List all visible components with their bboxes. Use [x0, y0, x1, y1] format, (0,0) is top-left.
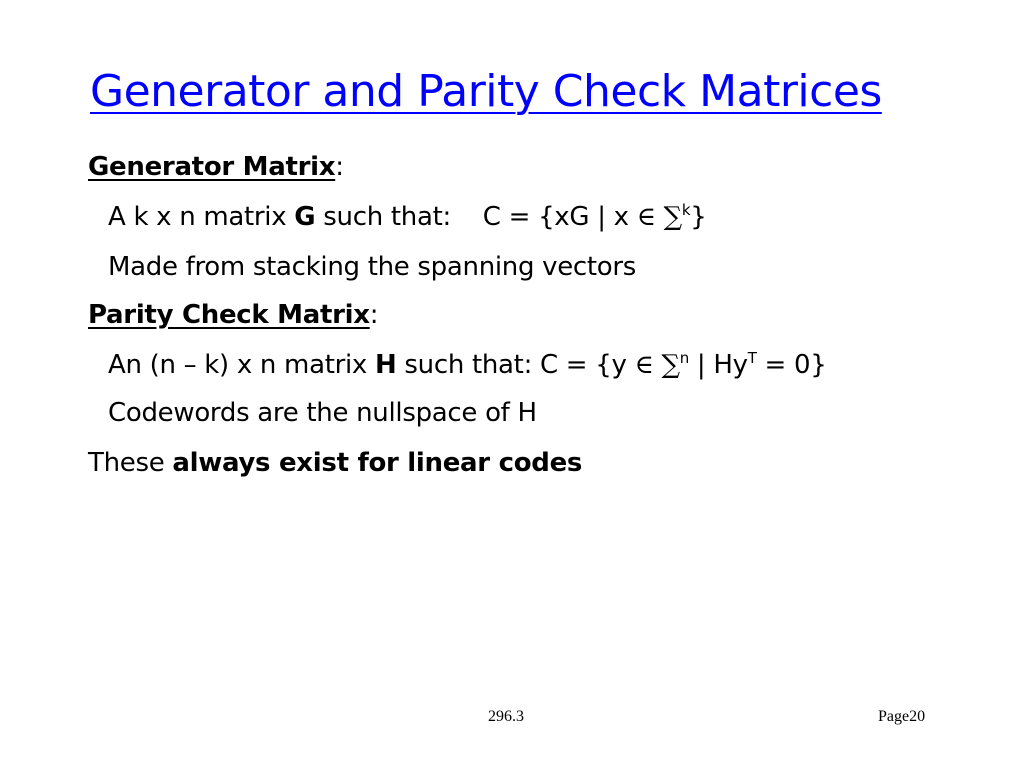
parity-heading-colon: : — [369, 300, 379, 330]
parity-def-end: = 0} — [756, 350, 827, 380]
parity-def-prefix: An (n – k) x n matrix — [108, 350, 375, 380]
parity-exponent: n — [679, 349, 689, 367]
generator-note: Made from stacking the spanning vectors — [108, 252, 637, 282]
generator-symbol: G — [294, 202, 316, 232]
generator-def-mid: such that: — [315, 202, 451, 232]
transpose-superscript: T — [747, 349, 757, 367]
generator-def-gap — [451, 202, 483, 232]
parity-check-matrix-heading: Parity Check Matrix — [88, 300, 370, 330]
parity-heading-line — [88, 300, 378, 330]
closing-prefix: These — [88, 448, 173, 478]
generator-exponent: k — [681, 201, 691, 219]
generator-matrix-heading: Generator Matrix — [88, 152, 336, 182]
closing-emphasis: always exist for linear codes — [172, 448, 583, 478]
parity-def-mid: such that: C = {y — [396, 350, 635, 380]
sigma-symbol: ∑ — [661, 350, 680, 380]
element-of-symbol: ∈ — [636, 202, 656, 232]
generator-definition — [108, 202, 707, 232]
slide-title: Generator and Parity Check Matrices — [90, 66, 882, 117]
generator-heading-line — [88, 152, 344, 182]
footer-course-number: 296.3 — [488, 708, 524, 725]
generator-set-end: } — [690, 202, 707, 232]
generator-set-start: C = {xG | x — [482, 202, 637, 232]
parity-note: Codewords are the nullspace of H — [108, 398, 537, 428]
generator-def-prefix: A k x n matrix — [108, 202, 295, 232]
element-of-symbol: ∈ — [634, 350, 654, 380]
parity-definition — [108, 350, 826, 380]
generator-heading-colon: : — [335, 152, 344, 182]
parity-symbol: H — [374, 350, 397, 380]
closing-statement — [88, 448, 582, 478]
generator-space — [656, 202, 664, 232]
parity-pipe: | Hy — [688, 350, 748, 380]
footer-page-number: Page20 — [878, 708, 926, 725]
sigma-symbol: ∑ — [663, 202, 682, 232]
